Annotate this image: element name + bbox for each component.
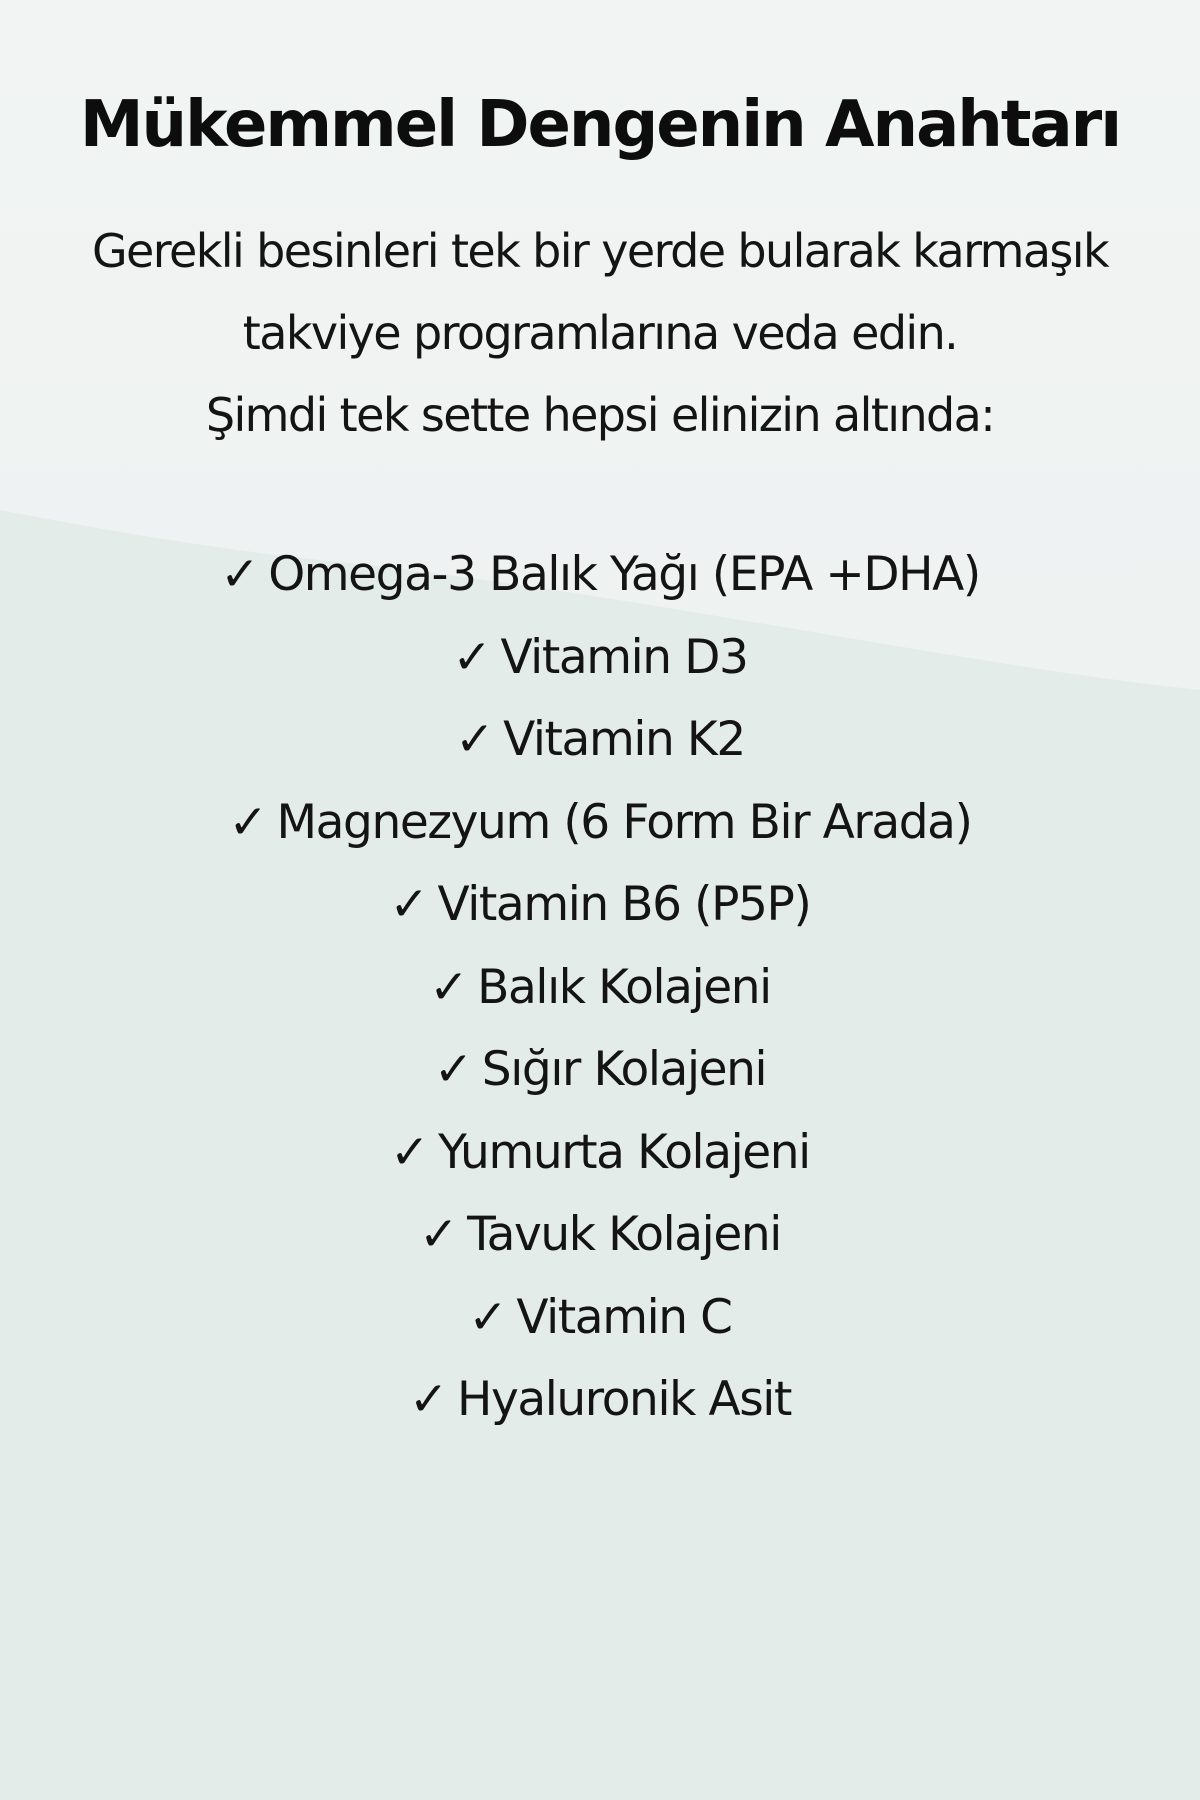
feature-label: Vitamin C — [516, 1289, 732, 1345]
list-item — [0, 1194, 1200, 1277]
list-item — [0, 1029, 1200, 1112]
list-item — [0, 699, 1200, 782]
feature-label: Omega-3 Balık Yağı (EPA +DHA) — [268, 547, 980, 602]
list-item — [0, 782, 1200, 865]
list-item — [0, 1277, 1200, 1360]
checkmark-icon: ✓ — [228, 794, 267, 850]
list-item — [0, 617, 1200, 700]
feature-label: Vitamin B6 (P5P) — [437, 877, 811, 932]
list-item — [0, 1359, 1200, 1442]
checkmark-icon: ✓ — [468, 1289, 507, 1345]
list-item — [0, 864, 1200, 947]
intro-line-1: Gerekli besinleri tek bir yerde bularak karmaşık — [91, 224, 1108, 278]
page-title: Mükemmel Dengenin Anahtarı — [79, 88, 1121, 162]
checkmark-icon: ✓ — [389, 877, 428, 932]
feature-label: Tavuk Kolajeni — [467, 1207, 781, 1262]
checkmark-icon: ✓ — [390, 1124, 429, 1180]
intro-line-2: takviye programlarına veda edin. — [242, 306, 958, 360]
feature-label: Hyaluronik Asit — [457, 1372, 791, 1427]
list-item — [0, 534, 1200, 617]
feature-list — [0, 534, 1200, 1442]
feature-label: Sığır Kolajeni — [481, 1042, 767, 1097]
list-item — [0, 1112, 1200, 1195]
checkmark-icon: ✓ — [429, 959, 468, 1015]
checkmark-icon: ✓ — [220, 547, 259, 602]
feature-label: Yumurta Kolajeni — [438, 1124, 810, 1180]
list-item — [0, 947, 1200, 1030]
checkmark-icon: ✓ — [433, 1042, 472, 1097]
intro-paragraph — [0, 210, 1200, 456]
feature-label: Balık Kolajeni — [477, 959, 771, 1015]
feature-label: Magnezyum (6 Form Bir Arada) — [276, 794, 972, 850]
intro-line-3: Şimdi tek sette hepsi elinizin altında: — [205, 388, 995, 442]
checkmark-icon: ✓ — [455, 712, 494, 767]
feature-label: Vitamin D3 — [500, 629, 748, 685]
checkmark-icon: ✓ — [452, 629, 491, 685]
checkmark-icon: ✓ — [419, 1207, 458, 1262]
checkmark-icon: ✓ — [409, 1372, 447, 1427]
feature-label: Vitamin K2 — [503, 712, 745, 767]
